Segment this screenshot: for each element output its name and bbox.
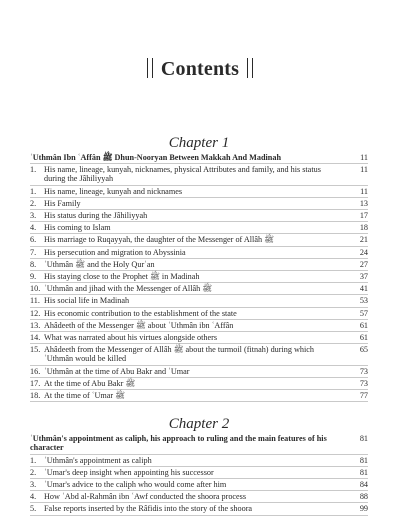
toc-entry-page: 57 bbox=[359, 308, 368, 318]
toc-entry-number: 12. bbox=[30, 308, 41, 318]
toc-entry-number: 8. bbox=[30, 259, 37, 269]
toc-entry-number: 1. bbox=[30, 165, 37, 175]
toc-entry[interactable] bbox=[30, 221, 368, 233]
toc-entry-title: How ʿAbd al-Rahmân ibn ʿAwf conducted the shoora process bbox=[44, 492, 247, 502]
toc-entry-number: 4. bbox=[30, 492, 37, 502]
toc-entry-title: ʿUthmân's appointment as caliph bbox=[44, 455, 152, 465]
title-ornament-left bbox=[147, 58, 153, 78]
toc-entry-title: What was narrated about his virtues alongside others bbox=[44, 333, 218, 343]
toc-entry[interactable] bbox=[30, 197, 368, 209]
toc-entry-title: His name, lineage, kunyah, nicknames, physical Attributes and family, and his status during the Jâhiliyyah bbox=[44, 165, 321, 184]
toc-entry[interactable] bbox=[30, 331, 368, 343]
toc-entry-page: 84 bbox=[359, 480, 368, 490]
toc-entry-page: 24 bbox=[359, 247, 368, 257]
toc-entry[interactable] bbox=[30, 490, 368, 502]
toc-entry-number: 14. bbox=[30, 333, 41, 343]
toc-entry-title: At the time of ʿUmar ﷺ bbox=[44, 391, 126, 401]
toc-entry[interactable] bbox=[30, 246, 368, 258]
toc-entry[interactable] bbox=[30, 209, 368, 221]
toc-entry-number: 5. bbox=[30, 504, 37, 514]
toc-entry[interactable] bbox=[30, 343, 368, 364]
toc-entry-number: 3. bbox=[30, 211, 37, 221]
toc-entry-number: 2. bbox=[30, 467, 37, 477]
toc-entry[interactable] bbox=[30, 185, 368, 197]
toc-entry-page: 27 bbox=[359, 259, 368, 269]
toc-entry-number: 6. bbox=[30, 235, 37, 245]
toc-entry-page: 88 bbox=[359, 492, 368, 502]
toc-entry-number: 18. bbox=[30, 391, 41, 401]
toc-entry-title: Ahâdeeth of the Messenger ﷺ about ʿUthmân ibn ʿAffân bbox=[44, 320, 234, 330]
toc-entry-number: 13. bbox=[30, 320, 41, 330]
toc-entry[interactable] bbox=[30, 454, 368, 466]
toc-entry-title: At the time of Abu Bakr ﷺ bbox=[44, 378, 136, 388]
toc-entry[interactable] bbox=[30, 365, 368, 377]
toc-entry-page: 99 bbox=[359, 504, 368, 514]
toc-entry-number: 2. bbox=[30, 198, 37, 208]
toc-entry-number: 10. bbox=[30, 284, 41, 294]
toc-entry-title: His marriage to Ruqayyah, the daughter of the Messenger of Allâh ﷺ bbox=[44, 235, 274, 245]
toc-entry-page: 37 bbox=[359, 272, 368, 282]
toc-entry-number: 3. bbox=[30, 480, 37, 490]
toc-entry[interactable] bbox=[30, 163, 368, 184]
chapter-heading bbox=[30, 153, 368, 162]
chapter-spacer bbox=[30, 402, 368, 416]
table-of-contents bbox=[30, 135, 368, 516]
toc-entry[interactable] bbox=[30, 282, 368, 294]
toc-entry-page: 81 bbox=[359, 467, 368, 477]
toc-entry[interactable] bbox=[30, 466, 368, 478]
toc-entry-title: ʿUthmân and jihad with the Messenger of Allâh ﷺ bbox=[44, 284, 213, 294]
chapter-label: Chapter 1 bbox=[168, 135, 230, 151]
toc-entry-page: 11 bbox=[360, 165, 368, 175]
toc-entry-title: His economic contribution to the establishment of the state bbox=[44, 308, 237, 318]
toc-entry[interactable] bbox=[30, 319, 368, 331]
toc-entry-page: 73 bbox=[359, 378, 368, 388]
page-title: Contents bbox=[0, 58, 400, 81]
toc-entry-page: 11 bbox=[360, 186, 368, 196]
toc-entry-page: 53 bbox=[359, 296, 368, 306]
toc-entry-title: His coming to Islam bbox=[44, 223, 111, 233]
toc-entry[interactable] bbox=[30, 258, 368, 270]
toc-entry[interactable] bbox=[30, 502, 368, 515]
toc-entry-number: 1. bbox=[30, 455, 37, 465]
toc-entry-page: 21 bbox=[359, 235, 368, 245]
toc-entry[interactable] bbox=[30, 233, 368, 245]
title-ornament-right bbox=[247, 58, 253, 78]
toc-entry-page: 73 bbox=[359, 366, 368, 376]
chapter-heading bbox=[30, 434, 368, 452]
toc-entry-number: 17. bbox=[30, 378, 41, 388]
chapter-heading-text: ʿUthmân's appointment as caliph, his approach to ruling and the main features of his character bbox=[30, 434, 327, 453]
toc-entry-page: 61 bbox=[359, 320, 368, 330]
toc-entry[interactable] bbox=[30, 377, 368, 389]
toc-entry-title: False reports inserted by the Râfidis into the story of the shoora bbox=[44, 504, 253, 514]
toc-entry-number: 11. bbox=[30, 296, 40, 306]
toc-entry-title: His persecution and migration to Abyssinia bbox=[44, 247, 186, 257]
toc-entry-number: 1. bbox=[30, 186, 37, 196]
toc-entry-page: 77 bbox=[359, 391, 368, 401]
toc-entry[interactable] bbox=[30, 270, 368, 282]
toc-entry-page: 61 bbox=[359, 333, 368, 343]
chapter-label: Chapter 2 bbox=[168, 416, 230, 433]
toc-entry-title: Ahâdeeth from the Messenger of Allâh ﷺ about the turmoil (fitnah) during which ʿUthmân would be killed bbox=[44, 345, 315, 364]
toc-entry-number: 4. bbox=[30, 223, 37, 233]
toc-entry[interactable] bbox=[30, 389, 368, 402]
chapter-heading-text: ʿUthmân Ibn ʿAffân ﷺ Dhun-Nooryan Between Makkah And Madinah bbox=[30, 153, 282, 162]
toc-entry-title: ʿUmar's deep insight when appointing his successor bbox=[44, 467, 214, 477]
toc-entry-page: 41 bbox=[359, 284, 368, 294]
toc-entry-title: ʿUthmân ﷺ and the Holy Qurʾan bbox=[44, 259, 155, 269]
chapter-heading-page: 11 bbox=[360, 153, 368, 162]
toc-entry-number: 16. bbox=[30, 366, 41, 376]
toc-entry-page: 13 bbox=[359, 198, 368, 208]
toc-entry-number: 15. bbox=[30, 345, 41, 355]
toc-entry[interactable] bbox=[30, 294, 368, 306]
toc-entry[interactable] bbox=[30, 307, 368, 319]
toc-entry-number: 9. bbox=[30, 272, 37, 282]
toc-entry-page: 65 bbox=[359, 345, 368, 355]
toc-entry-title: ʿUthmân at the time of Abu Bakr and ʿUmar bbox=[44, 366, 190, 376]
toc-entry-title: His social life in Madinah bbox=[44, 296, 130, 306]
chapter-heading-page: 81 bbox=[359, 434, 368, 444]
toc-entry-title: His Family bbox=[44, 198, 81, 208]
toc-entry-title: His name, lineage, kunyah and nicknames bbox=[44, 186, 183, 196]
toc-entry-page: 81 bbox=[359, 455, 368, 465]
toc-entry-title: ʿUmar's advice to the caliph who would come after him bbox=[44, 480, 227, 490]
toc-entry-title: His staying close to the Prophet ﷺ in Madinah bbox=[44, 272, 200, 282]
toc-entry-page: 18 bbox=[359, 223, 368, 233]
toc-entry-page: 17 bbox=[359, 211, 368, 221]
toc-entry-number: 7. bbox=[30, 247, 37, 257]
toc-entry-title: His status during the Jâhiliyyah bbox=[44, 211, 148, 221]
toc-entry[interactable] bbox=[30, 478, 368, 490]
